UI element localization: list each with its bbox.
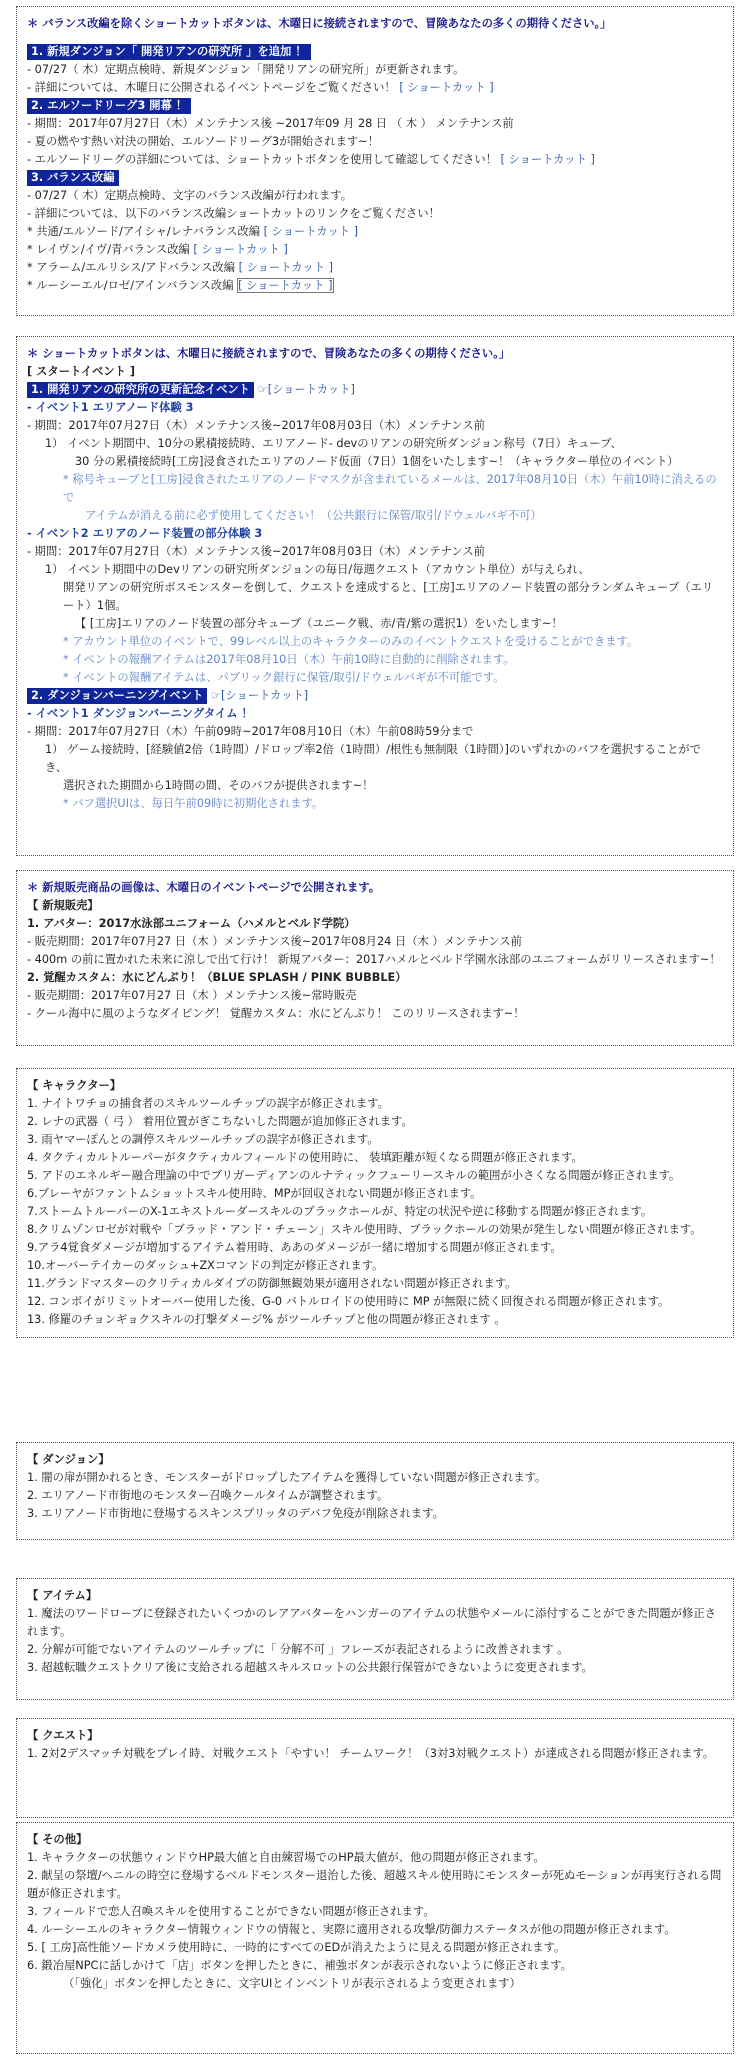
list-item: 1. キャラクターの状態ウィンドウHP最大値と自由練習場でのHP最大値が、他の問題が修正されます。 [27,1851,545,1864]
list-item: 2. レナの武器（ 弓 ） 着用位置がぎこちないした問題が追加修正されます。 [27,1115,413,1128]
list-item: 4. タクティカルトルーパーがタクティカルフィールドの使用時に、 装填距離が短くなる問題が修正されます。 [27,1151,583,1164]
text-line: - 07/27（ 木）定期点検時、新規ダンジョン「開発リアンの研究所」が更新されます。 [27,63,465,76]
notice-box-other [16,1822,734,2054]
text-line: - 夏の燃やす熱い対決の開始、エルソードリーグ3が開始されます~！ [27,135,379,148]
text-line: - クール海中に風のようなダイビング！ 覚醒カスタム：水にどんぶり！ このリリースされます~！ [27,1007,525,1020]
notice-box-quest [16,1718,734,1818]
shortcut-link[interactable]: [ ショートカット ] [500,153,595,166]
text-line: - 07/27（ 木）定期点検時、文字のバランス改編が行われます。 [27,189,352,202]
balance-item: * 共通/エルソード/アイシャ/レナバランス改編 [27,225,261,238]
text-line: - 販売期間：2017年07月27 日（木 ）メンテナンス後~2017年08月24 日（木 ）メンテナンス前 [27,935,522,948]
list-item: 3. 超越転職クエストクリア後に支給される超越スキルスロットの公共銀行保管ができないように変更されます。 [27,1661,593,1674]
list-item: 6. 鍛冶屋NPCに話しかけて「店」ボタンを押したときに、補強ボタンが表示されないように修正されます。 [27,1959,572,1972]
balance-item: * ルーシーエル/ロゼ/アインバランス改編 [27,279,234,292]
subheading: 【 キャラクター】 [27,1079,122,1092]
subheading: 【 ダンジョン】 [27,1453,110,1466]
shortcut-link[interactable]: [ ショートカット ] [238,279,333,292]
notice-box-item [16,1578,734,1700]
list-item: 9.アラ4覚食ダメージが増加するアイテム着用時、ああのダメージが一緒に増加する問題が修正されます。 [27,1241,562,1254]
balance-item: * レイヴン/イヴ/青バランス改編 [27,243,190,256]
list-item: 2. エリアノード市街地のモンスター召喚クールタイムが調整されます。 [27,1489,389,1502]
event-period: - 期間：2017年07月27日（木）午前09時~2017年08月10日（木）午前08時59分まで [27,725,474,738]
list-item: 6.ブレーヤがファントムショットスキル使用時、MPが回収されない問題が修正されます。 [27,1187,482,1200]
event-title: - イベント2 エリアのノード装置の部分体験 3 [27,527,263,540]
list-item: 1. 魔法のワードローブに登録されたいくつかのレアアバターをハンガーのアイテムの状態やメールに添付することができた問題が修正されます。 [27,1607,716,1638]
event-note: * バフ選択UIは、毎日午前09時に初期化されます。 [63,797,324,810]
shortcut-link[interactable]: [ ショートカット ] [193,243,288,256]
list-item: 7.ストームトルーパーのX-1エキストルーダースキルのブラックホールが、特定の状況や逆に移動する問題が修正されます。 [27,1205,653,1218]
shortcut-link[interactable]: [ ショートカット ] [399,81,494,94]
text-line: - 400m の前に置かれた未来に涼しで出て行け！ 新規アバター：2017ハメルとベルド学園水泳部のユニフォームがリリースされます~！ [27,953,721,966]
text-line: 開発リアンの研究所ボスモンスターを倒して、クエストを達成すると、[工房]エリアのノード装置の部分ランダムキューブ（エリート）1個。 [63,581,714,612]
list-item: 11.グランドマスターのクリティカルダイブの防御無観効果が適用されない問題が修正されます。 [27,1277,517,1290]
list-item: 3. エリアノード市街地に登場するスキンスプリッタのデバフ免疫が削除されます。 [27,1507,444,1520]
section-heading: 1. 開発リアンの研究所の更新記念イベント [27,382,254,398]
list-item: 10.オーバーテイカーのダッシュ+ZXコマンドの判定が修正されます。 [27,1259,384,1272]
list-item: 1. 闇の扉が開かれるとき、モンスターがドロップしたアイテムを獲得していない問題が修正されます。 [27,1471,547,1484]
notice-text: ＊ ショートカットボタンは、木曜日に接続されますので、冒険あなたの多くの期待ください。」 [27,347,511,360]
list-item: （「強化」ボタンを押したときに、文字UIとインベントリが表示されるよう変更されます） [63,1977,521,1990]
event-note: * 称号キューブと[工房]浸食されたエリアのノードマスクが含まれているメールは、2017年08月10日（木）午前10時に消えるので [63,473,717,504]
text-line: - 詳細については、以下のバランス改編ショートカットのリンクをご覧ください！ [27,207,440,220]
item-title: 2. 覚醒カスタム：水にどんぶり！（BLUE SPLASH / PINK BUBBLE） [27,971,407,984]
section-heading: 1. 新規ダンジョン「 開発リアンの研究所 」を追加 ！ [27,44,311,60]
text-line: - 販売期間：2017年07月27 日（木 ）メンテナンス後~常時販売 [27,989,357,1002]
shortcut-link[interactable]: [ ショートカット ] [238,261,333,274]
notice-text: ＊ 新規販売商品の画像は、木曜日のイベントページで公開されます。 [27,881,381,894]
list-item: 2. 献呈の祭壇/ヘニルの時空に登場するベルドモンスター退治した後、超越スキル使用時にモンスターが死ぬモーションが再実行される問題が修正されます。 [27,1869,722,1900]
text-line: - 期間：2017年07月27日（木）メンテナンス後 ~2017年09 月 28 日 （ 木 ） メンテナンス前 [27,117,514,130]
event-period: - 期間：2017年07月27日（木）メンテナンス後~2017年08月03日（木）メンテナンス前 [27,545,485,558]
notice-text: ＊ バランス改編を除くショートカットボタンは、木曜日に接続されますので、冒険あなたの多くの期待ください。」 [27,17,612,30]
event-title: - イベント1 エリアノード体験 3 [27,401,194,414]
subheading: 【 その他】 [27,1833,88,1846]
list-item: 3. 雨ヤマーぽんとの調停スキルツールチップの誤字が修正されます。 [27,1133,379,1146]
event-note: * イベントの報酬アイテムは、パブリック銀行に保管/取引/ドウェルバギが不可能です。 [63,671,505,684]
section-heading: 2. ダンジョンバーニングイベント [27,688,207,704]
notice-box-events [16,336,734,856]
balance-item: * アラーム/エルリシス/アドバランス改編 [27,261,235,274]
subheading: 【 クエスト】 [27,1729,99,1742]
list-item: 1. 2対2デスマッチ対戦をプレイ時、対戦クエスト「やすい！ チームワーク！（3対3対戦クエスト）が達成される問題が修正されます。 [27,1747,715,1760]
item-title: 1. アバター：2017水泳部ユニフォーム（ハメルとベルド学院） [27,917,356,930]
text-line: - 詳細については、木曜日に公開されるイベントページをご覧ください！ [27,81,396,94]
text-line: 1） ゲーム接続時、[経験値2倍（1時間）/ドロップ率2倍（1時間）/根性も無制限（1時間）]のいずれかのバフを選択することができ、 [45,743,702,774]
shortcut-link[interactable]: ☞[ショートカット] [257,383,355,396]
event-note: アイテムが消える前に必ず使用してください！（公共銀行に保管/取引/ドウェルバギ不可） [85,509,542,522]
text-line: 【 [工房]エリアのノード装置の部分キューブ（ユニーク戦、赤/青/紫の選択1）をいたします~！ [75,617,563,630]
event-note: * イベントの報酬アイテムは2017年08月10日（木）午前10時に自動的に削除されます。 [63,653,515,666]
text-line: 1） イベント期間中のDevリアンの研究所ダンジョンの毎日/毎週クエスト（アカウント単位）が与えられ、 [45,563,590,576]
list-item: 1. ナイトワチョの捕食者のスキルツールチップの誤字が修正されます。 [27,1097,389,1110]
list-item: 5. アドのエネルギー融合理論の中でブリガーディアンのルナティックフューリースキルの範囲が小さくなる問題が修正されます。 [27,1169,681,1182]
list-item: 12. コンボイがリミットオーバー使用した後、G-0 バトルロイドの使用時に MP が無限に続く回復される問題が修正されます。 [27,1295,670,1308]
event-note: * アカウント単位のイベントで、99レベル以上のキャラクターのみのイベントクエストを受けることができます。 [63,635,639,648]
list-item: 2. 分解が可能でないアイテムのツールチップに「 分解不可 」フレーズが表記されるように改善されます 。 [27,1643,569,1656]
list-item: 4. ルーシーエルのキャラクター情報ウィンドウの情報と、実際に適用される攻撃/防御力ステータスが他の問題が修正されます。 [27,1923,676,1936]
text-line: 選択された期間から1時間の間、そのバフが提供されます~！ [63,779,374,792]
subheading: 【 アイテム】 [27,1589,98,1602]
subheading: 【 新規販売】 [27,899,99,912]
section-heading: 2. エルソードリーグ3 開幕 ！ [27,98,191,114]
shortcut-link[interactable]: ☞[ショートカット] [210,689,309,702]
section-heading: 3. バランス改編 [27,170,119,186]
notice-box-sales [16,870,734,1046]
text-line: 30 分の累積接続時[工房]浸食されたエリアのノード仮面（7日）1個をいたします~！（キャラクター単位のイベント） [75,455,679,468]
list-item: 5. [ 工房]高性能ソードカメラ使用時に、一時的にすべてのEDが消えたように見える問題が修正されます。 [27,1941,566,1954]
text-line: - エルソードリーグの詳細については、ショートカットボタンを使用して確認してください！ [27,153,497,166]
list-item: 13. 修羅のチョンギョクスキルの打撃ダメージ% がツールチップと他の問題が修正されます 。 [27,1313,506,1326]
text-line: 1） イベント期間中、10分の累積接続時、エリアノード- devのリアンの研究所ダンジョン称号（7日）キューブ、 [45,437,622,450]
list-item: 8.クリムゾンロゼが対戦や「ブラッド・アンド・チェーン」スキル使用時、ブラックホールの効果が発生しない問題が修正されます。 [27,1223,702,1236]
notice-box-dungeon [16,1442,734,1540]
event-title: - イベント1 ダンジョンバーニングタイム ！ [27,707,253,720]
notice-box-balance [16,6,734,316]
shortcut-link[interactable]: [ ショートカット ] [263,225,359,238]
list-item: 3. フィールドで恋人召喚スキルを使用することができない問題が修正されます。 [27,1905,435,1918]
subheading: [ スタートイベント ] [27,365,136,378]
event-period: - 期間：2017年07月27日（木）メンテナンス後~2017年08月03日（木）メンテナンス前 [27,419,485,432]
notice-box-character [16,1068,734,1338]
